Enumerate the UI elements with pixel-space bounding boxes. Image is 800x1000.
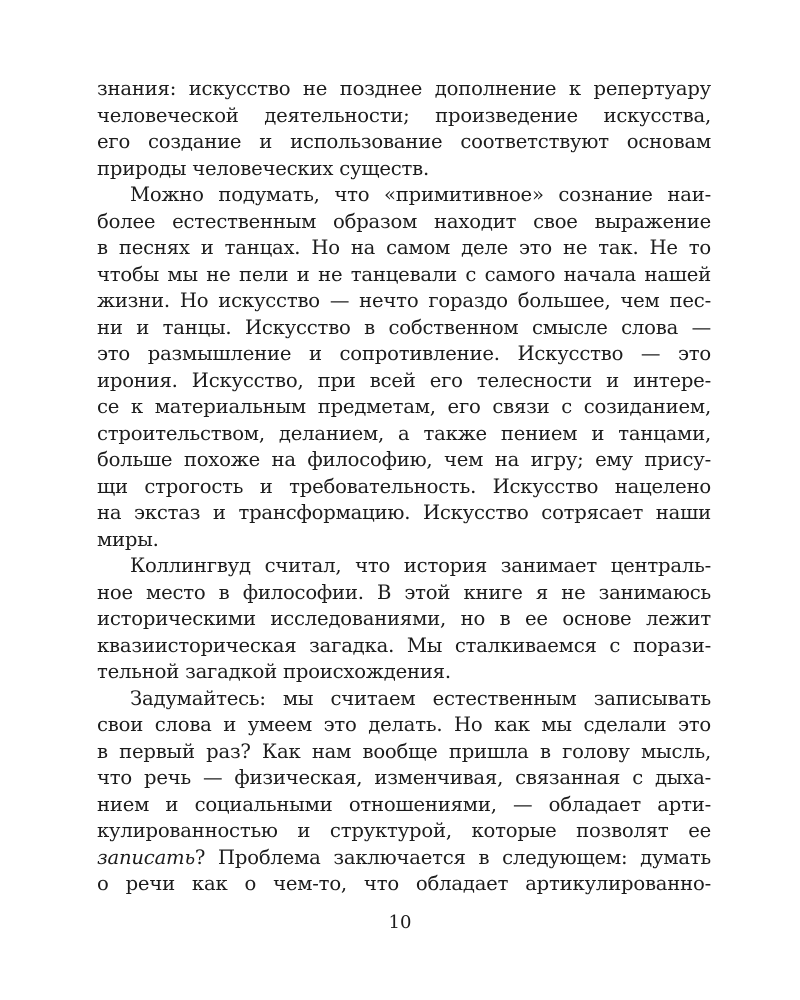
text-line: природы человеческих существ.	[97, 156, 430, 180]
text-line: Можно подумать, что «примитивное» сознание наи-	[130, 183, 711, 206]
text-line: более естественным образом находит свое выражение	[97, 209, 711, 233]
text-line: чтобы мы не пели и не танцевали с самого начала нашей	[97, 262, 711, 286]
text-line: щи строгость и требовательность. Искусство нацелено	[97, 474, 711, 498]
text-line: миры.	[97, 527, 159, 551]
italic-word: записать	[97, 845, 195, 869]
line-remainder: ? Проблема заключается в следующем: думать	[194, 845, 711, 869]
text-line	[97, 845, 711, 872]
text-line: в первый раз? Как нам вообще пришла в голову мысль,	[97, 739, 711, 763]
text-line: человеческой деятельности; произведение искусства,	[97, 103, 711, 127]
text-line: больше похоже на философию, чем на игру; ему прису-	[97, 448, 711, 471]
text-line: на экстаз и трансформацию. Искусство сотрясает наши	[97, 501, 711, 524]
text-line: Коллингвуд считал, что история занимает централь-	[130, 554, 711, 577]
text-line: о речи как о чем-то, что обладает артикулированно-	[97, 872, 711, 895]
text-line: свои слова и умеем это делать. Но как мы сделали это	[97, 713, 711, 736]
text-line: в песнях и танцах. Но на самом деле это не так. Не то	[97, 236, 711, 259]
text-line: Задумайтесь: мы считаем естественным записывать	[130, 686, 711, 710]
text-line: знания: искусство не позднее дополнение к репертуару	[97, 77, 711, 100]
text-line: это размышление и сопротивление. Искусство — это	[97, 342, 711, 365]
text-line: ное место в философии. В этой книге я не занимаюсь	[97, 580, 711, 604]
text-line: ни и танцы. Искусство в собственном смысле слова —	[97, 315, 711, 339]
text-line: жизни. Но искусство — нечто гораздо большее, чем пес-	[97, 289, 711, 312]
text-line: ирония. Искусство, при всей его телесности и интере-	[97, 368, 711, 392]
page-text	[97, 76, 711, 898]
text-line: квазиисторическая загадка. Мы сталкиваемся с порази-	[97, 633, 711, 657]
page-number: 10	[388, 912, 412, 933]
text-line: что речь — физическая, изменчивая, связанная с дыха-	[97, 766, 711, 789]
text-line: его создание и использование соответствуют основам	[97, 130, 711, 153]
text-line: тельной загадкой происхождения.	[97, 660, 451, 683]
text-line: се к материальным предметам, его связи с созиданием,	[97, 395, 711, 418]
text-line: историческими исследованиями, но в ее основе лежит	[97, 607, 711, 630]
text-line: строительством, деланием, а также пением и танцами,	[97, 421, 711, 445]
text-line: кулированностью и структурой, которые позволят ее	[97, 819, 711, 842]
text-line: нием и социальными отношениями, — обладает арти-	[97, 792, 711, 816]
